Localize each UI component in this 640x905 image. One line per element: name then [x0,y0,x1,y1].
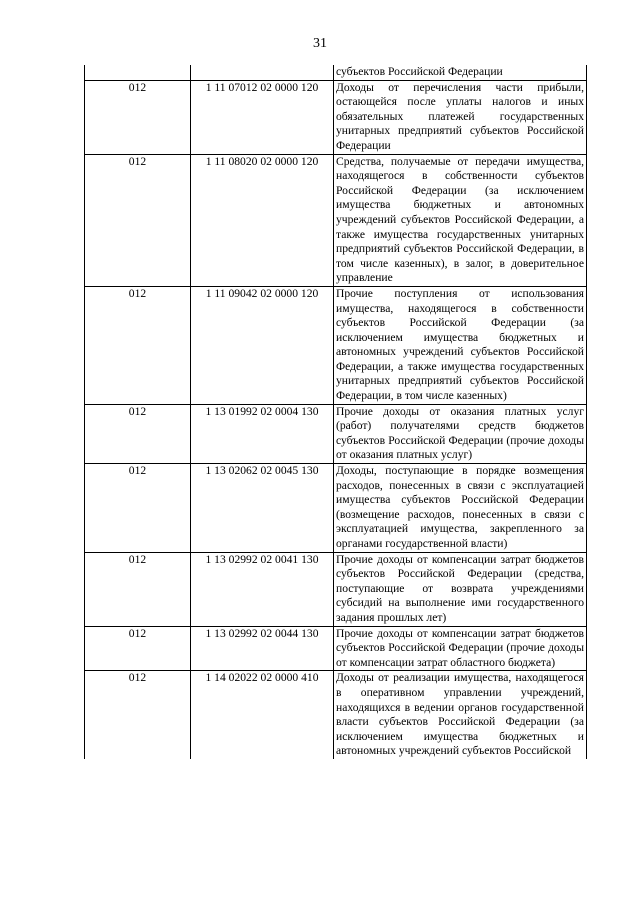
budget-code-cell: 1 11 09042 02 0000 120 [191,286,334,404]
budget-code-cell: 1 14 02022 02 0000 410 [191,671,334,759]
revenue-name-cell: Доходы, поступающие в порядке возмещения расходов, понесенных в связи с эксплуатацией имущества субъектов Российской Федерации (возмещение расходов, понесенных в связи с эксплуатацией имущества, закрепленного за органами государственной власти) [334,464,587,553]
table-row [85,671,587,759]
admin-code-cell: 012 [85,552,191,626]
table-row [85,286,587,404]
revenue-name-cell: Прочие доходы от компенсации затрат бюджетов субъектов Российской Федерации (средства, поступающие от возврата учреждениями субсидий на выполнение ими государственного задания прошлых лет) [334,552,587,626]
admin-code-cell: 012 [85,626,191,671]
revenue-name-cell: Прочие доходы от оказания платных услуг (работ) получателями средств бюджетов субъектов Российской Федерации (прочие доходы от оказания платных услуг) [334,404,587,463]
budget-code-cell: 1 13 02992 02 0041 130 [191,552,334,626]
admin-code-cell: 012 [85,671,191,759]
admin-code-cell: 012 [85,286,191,404]
revenue-name-cell: Прочие поступления от использования имущества, находящегося в собственности субъектов Российской Федерации (за исключением имущества бюджетных и автономных учреждений субъектов Российской Федерации, а также имущества государственных унитарных предприятий субъектов Российской Федерации, в том числе казенных) [334,286,587,404]
admin-code-cell: 012 [85,464,191,553]
table-row [85,464,587,553]
revenue-name-cell: Доходы от перечисления части прибыли, остающейся после уплаты налогов и иных обязательных платежей государственных унитарных предприятий субъектов Российской Федерации [334,80,587,154]
page-number: 31 [313,36,327,51]
table-row [85,552,587,626]
revenue-name-cell: Прочие доходы от компенсации затрат бюджетов субъектов Российской Федерации (прочие доходы от компенсации затрат областного бюджета) [334,626,587,671]
admin-code-cell [85,65,191,80]
budget-code-cell: 1 13 01992 02 0004 130 [191,404,334,463]
admin-code-cell: 012 [85,80,191,154]
revenue-name-cell: субъектов Российской Федерации [334,65,587,80]
table-row [85,626,587,671]
revenue-name-cell: Доходы от реализации имущества, находящегося в оперативном управлении учреждений, находящихся в ведении органов государственной власти субъектов Российской Федерации (за исключением имущества бюджетных и автономных учреждений субъектов Российской [334,671,587,759]
revenue-name-cell: Средства, получаемые от передачи имущества, находящегося в собственности субъектов Российской Федерации (за исключением имущества бюджетных и автономных учреждений субъектов Российской Федерации, а также имущества государственных унитарных предприятий субъектов Российской Федерации, в том числе казенных), в залог, в доверительное управление [334,154,587,286]
table-row [85,154,587,286]
admin-code-cell: 012 [85,404,191,463]
budget-code-cell: 1 11 08020 02 0000 120 [191,154,334,286]
budget-code-cell [191,65,334,80]
table-row [85,404,587,463]
budget-code-cell: 1 13 02062 02 0045 130 [191,464,334,553]
table-row [85,80,587,154]
revenue-codes-table [84,65,587,759]
budget-code-cell: 1 13 02992 02 0044 130 [191,626,334,671]
admin-code-cell: 012 [85,154,191,286]
budget-code-cell: 1 11 07012 02 0000 120 [191,80,334,154]
table-row [85,65,587,80]
